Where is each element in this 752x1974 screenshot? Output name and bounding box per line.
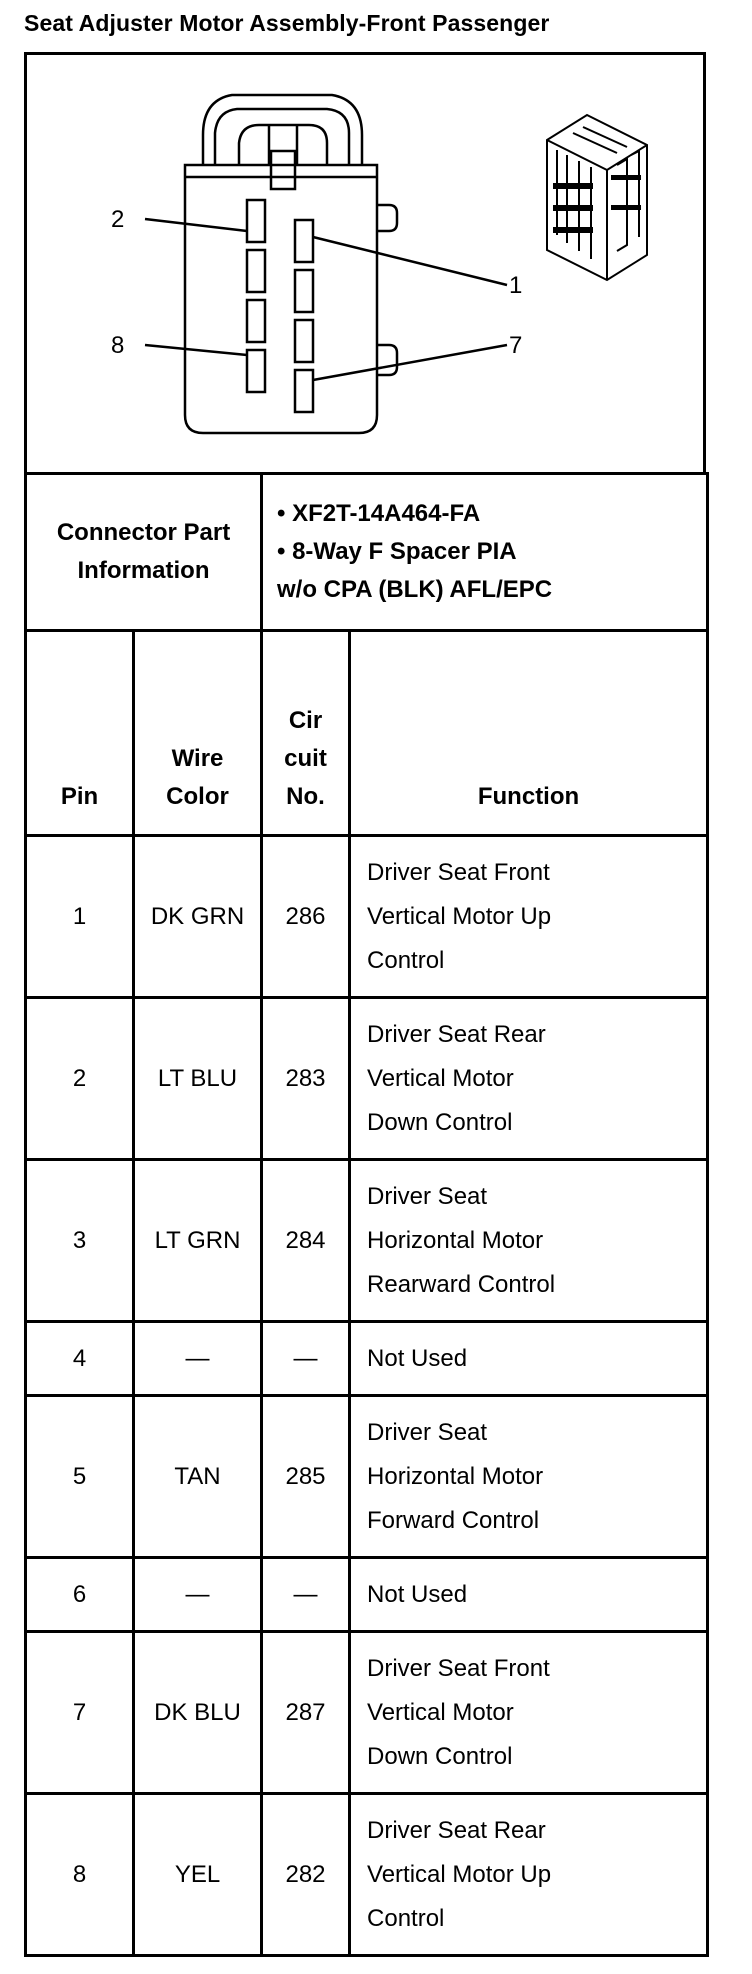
pin-cell: 7 <box>26 1632 134 1794</box>
pin-cell: 4 <box>26 1322 134 1396</box>
header-function: Function <box>350 631 708 836</box>
part-description-cont: w/o CPA (BLK) AFL/EPC <box>277 576 553 603</box>
circuit-cell: 285 <box>262 1396 350 1558</box>
circuit-cell: 283 <box>262 998 350 1160</box>
function-cell: Not Used <box>350 1558 708 1632</box>
function-cell: Driver Seat Horizontal Motor Rearward Control <box>350 1160 708 1322</box>
callout-7: 7 <box>509 332 523 359</box>
part-description: • 8-Way F Spacer PIA <box>277 538 517 565</box>
part-number: • XF2T-14A464-FA <box>277 500 481 527</box>
pin-cell: 5 <box>26 1396 134 1558</box>
connector-face-drawing <box>27 55 709 478</box>
function-cell: Driver Seat Horizontal Motor Forward Control <box>350 1396 708 1558</box>
circuit-cell: 284 <box>262 1160 350 1322</box>
table-row <box>26 998 708 1160</box>
pin-cell: 2 <box>26 998 134 1160</box>
header-wire-color: Wire Color <box>134 631 262 836</box>
function-cell: Driver Seat Front Vertical Motor Down Control <box>350 1632 708 1794</box>
table-row <box>26 1160 708 1322</box>
wire-color-cell: DK BLU <box>134 1632 262 1794</box>
wire-color-cell: LT GRN <box>134 1160 262 1322</box>
callout-8: 8 <box>111 332 125 359</box>
pin-cell: 3 <box>26 1160 134 1322</box>
wire-color-cell: YEL <box>134 1794 262 1956</box>
circuit-cell: 282 <box>262 1794 350 1956</box>
pin-cell: 8 <box>26 1794 134 1956</box>
connector-part-values <box>262 474 708 631</box>
table-header-row <box>26 631 708 836</box>
pin-cell: 1 <box>26 836 134 998</box>
wire-color-cell: — <box>134 1558 262 1632</box>
circuit-cell: 287 <box>262 1632 350 1794</box>
circuit-cell: — <box>262 1558 350 1632</box>
function-cell: Driver Seat Front Vertical Motor Up Control <box>350 836 708 998</box>
pinout-table <box>24 472 709 1957</box>
pin-cell: 6 <box>26 1558 134 1632</box>
function-cell: Driver Seat Rear Vertical Motor Up Control <box>350 1794 708 1956</box>
function-cell: Not Used <box>350 1322 708 1396</box>
table-row <box>26 1794 708 1956</box>
connector-info-row <box>26 474 708 631</box>
connector-part-label: Connector Part Information <box>26 474 262 631</box>
function-cell: Driver Seat Rear Vertical Motor Down Control <box>350 998 708 1160</box>
table-row <box>26 836 708 998</box>
circuit-cell: 286 <box>262 836 350 998</box>
wire-color-cell: TAN <box>134 1396 262 1558</box>
table-row <box>26 1322 708 1396</box>
table-row <box>26 1396 708 1558</box>
table-row <box>26 1558 708 1632</box>
circuit-cell: — <box>262 1322 350 1396</box>
header-pin: Pin <box>26 631 134 836</box>
wire-color-cell: — <box>134 1322 262 1396</box>
header-circuit-no: Cir cuit No. <box>262 631 350 836</box>
table-row <box>26 1632 708 1794</box>
callout-1: 1 <box>509 272 523 299</box>
wire-color-cell: DK GRN <box>134 836 262 998</box>
connector-diagram <box>24 52 706 475</box>
wire-color-cell: LT BLU <box>134 998 262 1160</box>
callout-2: 2 <box>111 206 125 233</box>
page-title: Seat Adjuster Motor Assembly-Front Passenger <box>24 10 550 36</box>
connector-sheet <box>24 52 706 1952</box>
